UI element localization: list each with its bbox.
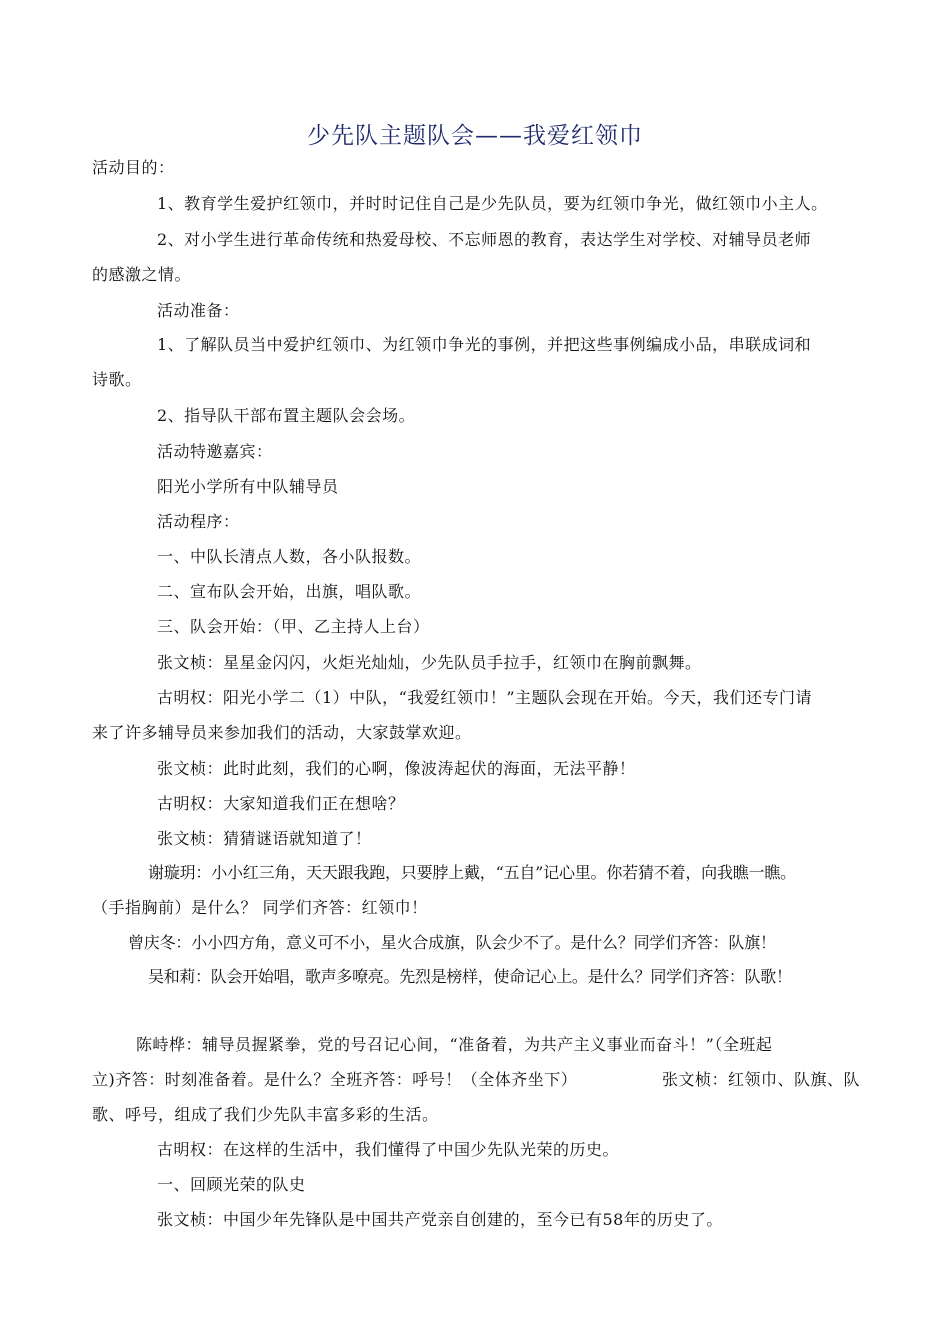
- document-title: 少先队主题队会——我爱红领巾: [307, 123, 643, 149]
- paragraph-line: 张文桢：此时此刻，我们的心啊，像波涛起伏的海面，无法平静！: [157, 759, 636, 778]
- paragraph-line: 古明权：大家知道我们正在想啥？: [157, 794, 405, 813]
- paragraph-line: 张文桢：中国少年先锋队是中国共产党亲自创建的，至今已有58年的历史了。: [157, 1210, 723, 1229]
- paragraph-line: 来了许多辅导员来参加我们的活动，大家鼓掌欢迎。: [92, 723, 472, 742]
- paragraph-line: 2、指导队干部布置主题队会会场。: [157, 406, 416, 425]
- paragraph-line: 活动程序：: [157, 512, 240, 531]
- paragraph-line: 的感激之情。: [92, 265, 192, 284]
- paragraph-line: 张文桢：星星金闪闪，火炬光灿灿，少先队员手拉手，红领巾在胸前飘舞。: [157, 653, 702, 672]
- paragraph-line: 阳光小学所有中队辅导员: [157, 477, 339, 496]
- paragraph-line: 张文桢：猜猜谜语就知道了！: [157, 829, 372, 848]
- paragraph-line: 张文桢：红领巾、队旗、队: [662, 1070, 861, 1089]
- paragraph-line: 三、队会开始：（甲、乙主持人上台）: [157, 617, 430, 636]
- paragraph-line: 吴和莉：队会开始唱，歌声多嘹亮。先烈是榜样，使命记心上。是什么？同学们齐答：队歌！: [148, 967, 792, 986]
- paragraph-line: 活动准备：: [157, 301, 240, 320]
- paragraph-line: 一、回顾光荣的队史: [157, 1175, 306, 1194]
- paragraph-line: 一、中队长清点人数，各小队报数。: [157, 547, 422, 566]
- paragraph-line: 古明权：阳光小学二（1）中队，“我爱红领巾！”主题队会现在开始。今天，我们还专门请: [157, 688, 813, 707]
- paragraph-line: 曾庆冬：小小四方角，意义可不小，星火合成旗，队会少不了。是什么？同学们齐答：队旗！: [128, 933, 776, 952]
- paragraph-line: 活动特邀嘉宾：: [157, 442, 273, 461]
- paragraph-line: 2、对小学生进行革命传统和热爱母校、不忘师恩的教育，表达学生对学校、对辅导员老师: [157, 230, 812, 249]
- paragraph-line: 古明权：在这样的生活中，我们懂得了中国少先队光荣的历史。: [157, 1140, 620, 1159]
- paragraph-line: 歌、呼号，组成了我们少先队丰富多彩的生活。: [92, 1105, 439, 1124]
- paragraph-line: 二、宣布队会开始，出旗，唱队歌。: [157, 582, 422, 601]
- paragraph-line: 诗歌。: [92, 370, 142, 389]
- paragraph-line: 1、了解队员当中爱护红领巾、为红领巾争光的事例，并把这些事例编成小品，串联成词和: [157, 335, 812, 354]
- paragraph-line: 陈峙桦：辅导员握紧拳，党的号召记心间，“准备着，为共产主义事业而奋斗！”（全班起: [136, 1035, 773, 1054]
- paragraph-line: 1、教育学生爱护红领巾，并时时记住自己是少先队员，要为红领巾争光，做红领巾小主人。: [157, 194, 828, 213]
- paragraph-line: （手指胸前）是什么？ 同学们齐答：红领巾！: [92, 898, 428, 917]
- paragraph-line: 立)齐答：时刻准备着。是什么？全班齐答：呼号！（全体齐坐下）: [92, 1070, 578, 1089]
- paragraph-line: 活动目的：: [92, 158, 175, 177]
- paragraph-line: 谢璇玥：小小红三角，天天跟我跑，只要脖上戴，“五自”记心里。你若猜不着，向我瞧一瞧。: [148, 863, 796, 882]
